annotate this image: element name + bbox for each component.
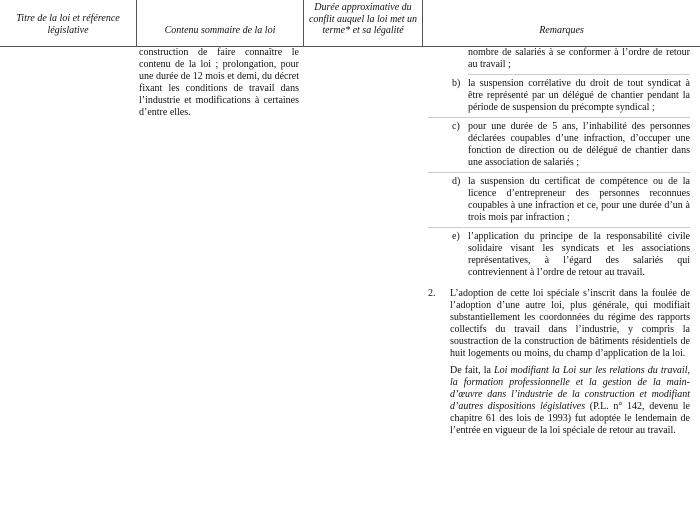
- column-divider: [136, 0, 137, 46]
- item-label: d): [452, 176, 461, 187]
- followup-tail: (P.L. n° 142, devenu le chapitre 61 des lois de 1993) fut adoptée le lendemain de l’entrée en vigueur de la loi spéciale de retour au travail.: [450, 401, 690, 436]
- list-item: [428, 78, 690, 118]
- item-text: pour une durée de 5 ans, l’inhabilité des personnes déclarées coupables d’une infraction, d’occuper une fonction de direction ou de délégué de chantier dans une association de salariés ;: [468, 121, 690, 168]
- law-title: Loi modifiant la Loi sur les relations du travail, la formation professionnelle et la gestion de la main-d’œuvre dans l’industrie de la construction et modifiant d’autres dispositions législatives: [450, 365, 690, 412]
- remarks-continued: nombre de salariés à se conformer à l’ordre de retour au travail ;: [468, 47, 690, 75]
- header-duration: Durée approximative du conflit auquel la loi met un terme* et sa légalité: [308, 2, 418, 36]
- item-label: b): [452, 78, 461, 89]
- item-label: c): [452, 121, 460, 132]
- list-item: [428, 121, 690, 173]
- summary-text: construction de faire connaître le contenu de la loi ; prolongation, pour une durée de 12 mois et demi, du décret fixant les conditions de travail dans l’industrie et modifications à certaines d’entre elles.: [139, 47, 299, 118]
- list-item: [428, 231, 690, 282]
- header-remarks: Remarques: [539, 25, 584, 36]
- header-summary: Contenu sommaire de la loi: [164, 25, 276, 36]
- followup-paragraph: [450, 365, 690, 437]
- item-text: la suspension du certificat de compétence ou de la licence d’entrepreneur des personnes reconnues coupables à une infraction et ce, pour une durée d’un à trois mois par infraction ;: [468, 176, 690, 223]
- paragraph-number: 2.: [428, 288, 436, 299]
- paragraph-text: L’adoption de cette loi spéciale s’inscrit dans la foulée de l’adoption d’une autre loi, plus générale, qui modifiait substantiellement les coordonnées du régime des rapports collectifs du travail dans l’industrie, y compris la soustraction de la construction de bâtiments résidentiels de huit logements ou moins, du champ d’application de la loi.: [450, 288, 690, 359]
- item-text: la suspension corrélative du droit de tout syndicat à être représenté par un délégué de chantier pendant la période de suspension du précompte syndical ;: [468, 78, 690, 113]
- remarks-column: [428, 47, 690, 437]
- list-item: [428, 176, 690, 228]
- column-divider: [422, 0, 423, 46]
- numbered-paragraph: [428, 288, 690, 360]
- header-title-reference: Titre de la loi et référence législative: [16, 13, 120, 36]
- followup-lead: De fait, la: [450, 365, 495, 376]
- item-label: e): [452, 231, 460, 242]
- item-text: l’application du principe de la responsabilité civile solidaire visant les syndicats et les associations représentatives, à l’égard des salariés qui contreviennent à l’ordre de retour au travail.: [468, 231, 690, 278]
